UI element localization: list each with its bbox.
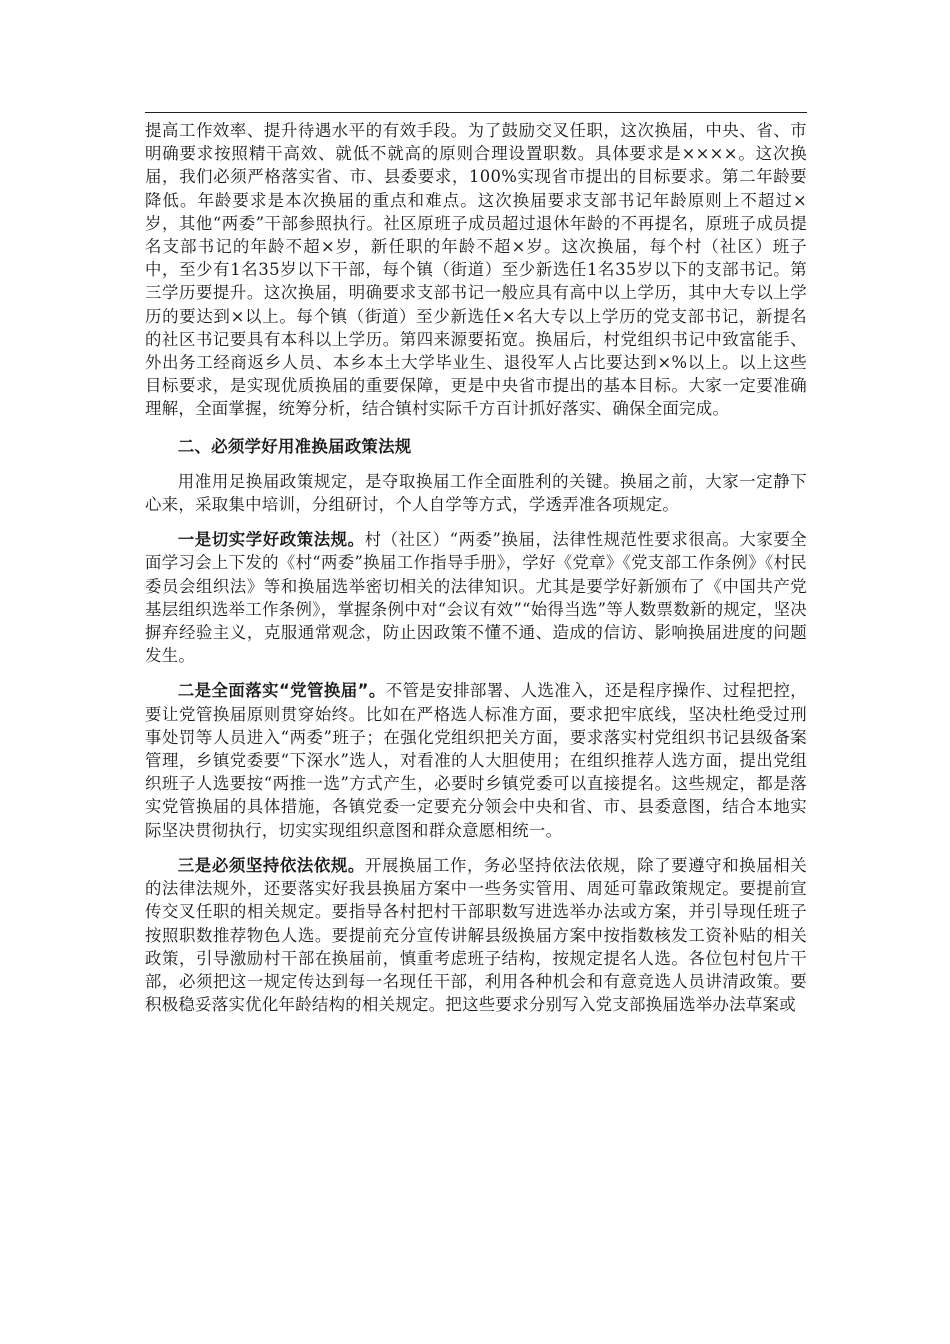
top-rule-divider: [145, 112, 807, 113]
point-3-paragraph: [145, 854, 807, 1016]
point-3-lead: 三是必须坚持依法依规。: [177, 855, 365, 875]
section-heading: 二、必须学好用准换届政策法规: [177, 436, 412, 456]
document-page: [145, 112, 807, 1016]
body-paragraph-continued: 提高工作效率、提升待遇水平的有效手段。为了鼓励交叉任职，这次换届，中央、省、市明确要求按照精干高效、就低不就高的原则合理设置职数。具体要求是××××。这次换届，我们必须严格落实省、市、县委要求，100%实现省市提出的目标要求。第二年龄要降低。年龄要求是本次换届的重点和难点。这次换届要求支部书记年龄原则上不超过×岁，其他“两委”干部参照执行。社区原班子成员超过退休年龄的不再提名，原班子成员提名支部书记的年龄不超×岁，新任职的年龄不超×岁。这次换届，每个村（社区）班子中，至少有1名35岁以下干部，每个镇（街道）至少新选任1名35岁以下的支部书记。第三学历要提升。这次换届，明确要求支部书记一般应具有高中以上学历，其中大专以上学历的要达到×以上。每个镇（街道）至少新选任×名大专以上学历的党支部书记，新提名的社区书记要具有本科以上学历。第四来源要拓宽。换届后，村党组织书记中致富能手、外出务工经商返乡人员、本乡本土大学毕业生、退役军人占比要达到×%以上。以上这些目标要求，是实现优质换届的重要保障，更是中央省市提出的基本目标。大家一定要准确理解，全面掌握，统筹分析，结合镇村实际千方百计抓好落实、确保全面完成。: [145, 121, 807, 419]
point-1-paragraph: [145, 528, 807, 667]
section-intro-paragraph: 用准用足换届政策规定，是夺取换届工作全面胜利的关键。换届之前，大家一定静下心来，采取集中培训，分组研讨，个人自学等方式，学透弄准各项规定。: [145, 471, 807, 515]
point-2-lead: 二是全面落实“党管换届”。: [177, 681, 386, 701]
point-1-body: 村（社区）“两委”换届，法律性规范性要求很高。大家要全面学习会上下发的《村“两委”换届工作指导手册》，学好《党章》《党支部工作条例》《村民委员会组织法》等和换届选举密切相关的法律知识。尤其是要学好新颁布了《中国共产党基层组织选举工作条例》，掌握条例中对“会议有效”“始得当选”等人数票数新的规定，坚决摒弃经验主义，克服通常观念，防止因政策不懂不通、造成的信访、影响换届进度的问题发生。: [145, 530, 807, 666]
point-2-paragraph: [145, 679, 807, 841]
point-2-body: 不管是安排部署、人选准入，还是程序操作、过程把控，要让党管换届原则贯穿始终。比如在严格选人标准方面，要求把牢底线，坚决杜绝受过刑事处罚等人员进入“两委”班子；在强化党组织把关方面，要求落实村党组织书记县级备案管理，乡镇党委要“下深水”选人，对看准的人大胆使用；在组织推荐人选方面，提出党组织班子人选要按“两推一选”方式产生，必要时乡镇党委可以直接提名。这些规定，都是落实党管换届的具体措施，各镇党委一定要充分领会中央和省、市、县委意图，结合本地实际坚决贯彻执行，切实实现组织意图和群众意愿相统一。: [145, 681, 807, 840]
point-1-lead: 一是切实学好政策法规。: [177, 530, 365, 550]
point-3-body: 开展换届工作，务必坚持依法依规，除了要遵守和换届相关的法律法规外，还要落实好我县换届方案中一些务实管用、周延可靠政策规定。要提前宣传交叉任职的相关规定。要指导各村把村干部职数写进选举办法或方案，并引导现任班子按照职数推荐物色人选。要提前充分宣传讲解县级换届方案中按指数核发工资补贴的相关政策，引导激励村干部在换届前，慎重考虑班子结构，按规定提名人选。各位包村包片干部，必须把这一规定传达到每一名现任干部，利用各种机会和有意竞选人员讲清政策。要积极稳妥落实优化年龄结构的相关规定。把这些要求分别写入党支部换届选举办法草案或: [145, 855, 807, 1015]
